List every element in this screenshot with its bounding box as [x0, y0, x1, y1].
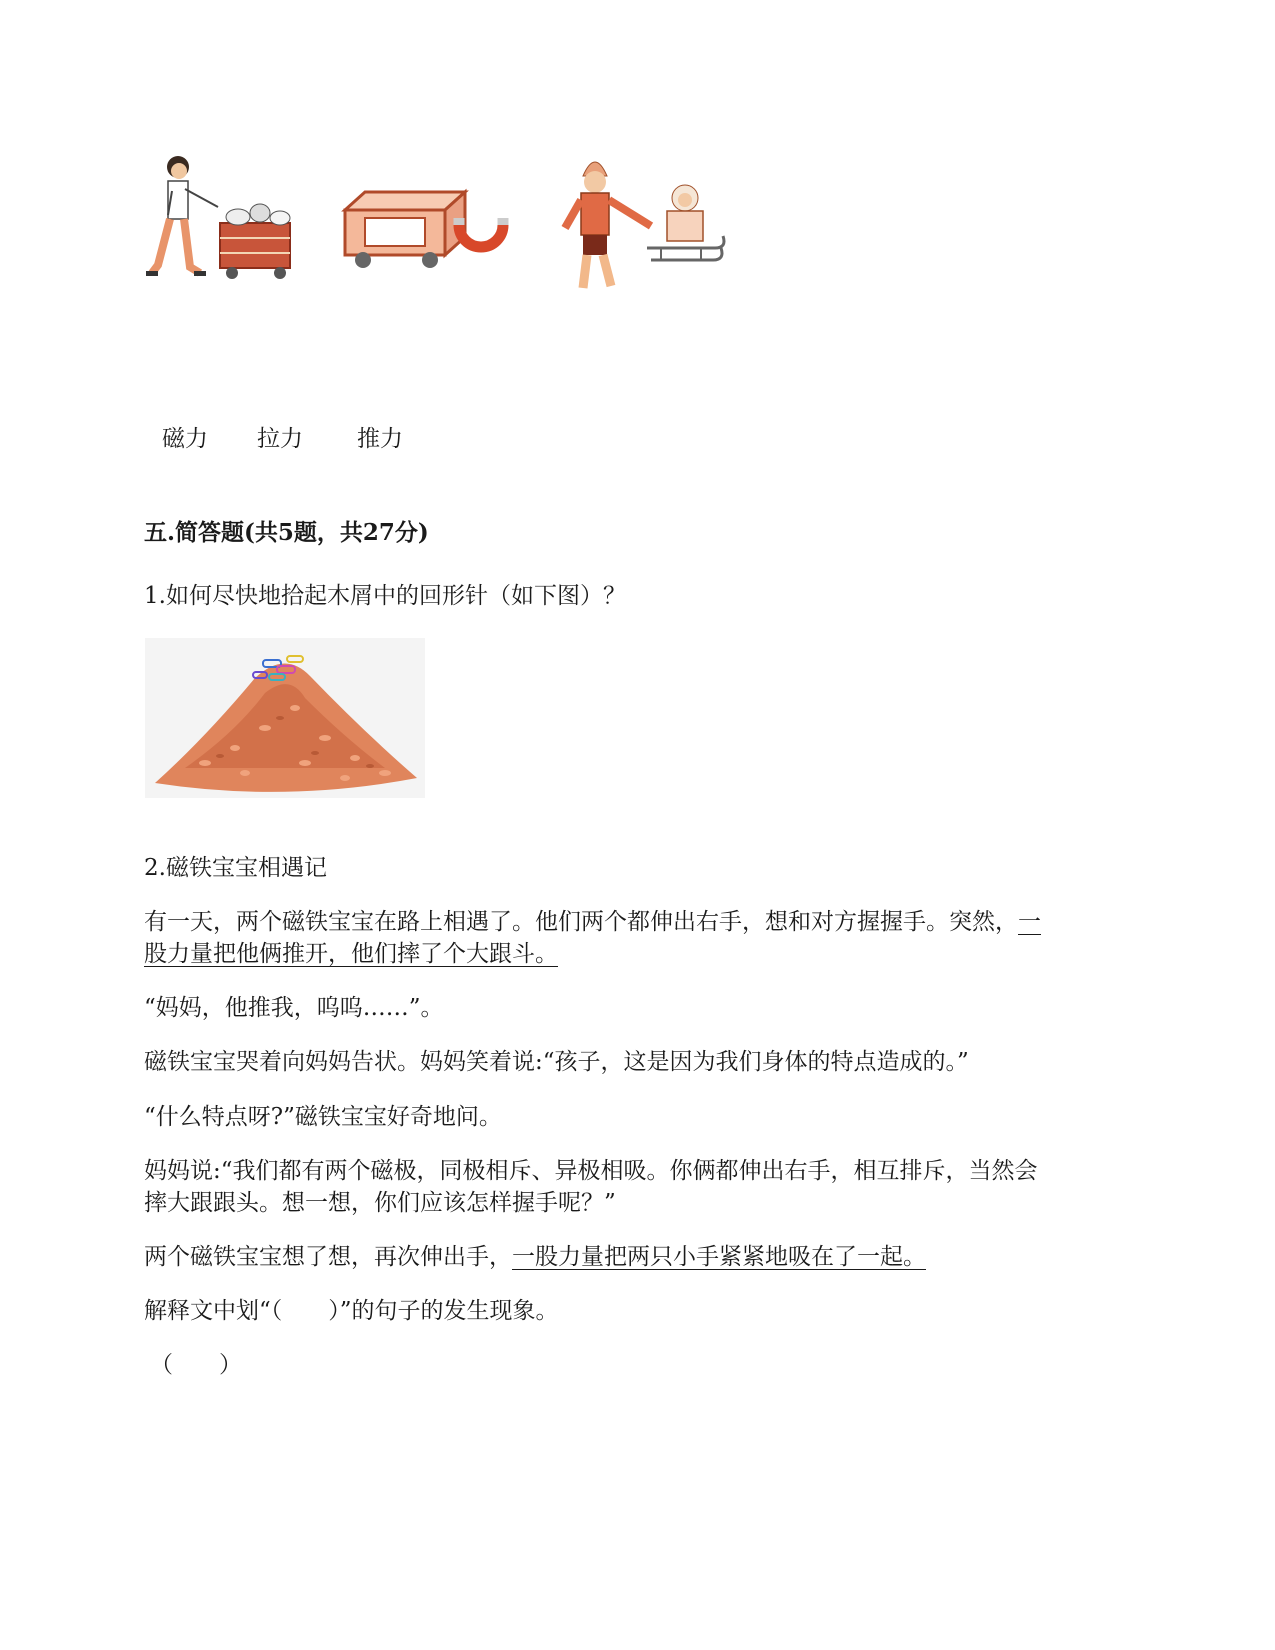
story-paragraph-1-line-2: [144, 938, 558, 970]
story-paragraph-6: [144, 1241, 926, 1273]
story-paragraph-3: 磁铁宝宝哭着向妈妈告状。妈妈笑着说:“孩子，这是因为我们身体的特点造成的。”: [144, 1049, 969, 1075]
illustration-children-sled: [555, 148, 730, 293]
story-p1-text: 有一天，两个磁铁宝宝在路上相遇了。他们两个都伸出右手，想和对方握握手。突然，: [144, 909, 1018, 935]
answer-blank[interactable]: （ ）: [150, 1352, 242, 1378]
story-p1-underlined-sentence: 股力量把他俩推开，他们摔了个大跟斗。: [144, 941, 558, 967]
question-1-text: 1.如何尽快地拾起木屑中的回形针（如下图）？: [144, 583, 626, 609]
story-p6-underlined-sentence: 一股力量把两只小手紧紧地吸在了一起。: [512, 1244, 926, 1270]
story-p6-text: 两个磁铁宝宝想了想，再次伸出手，: [144, 1244, 512, 1270]
illustration-boy-pushing-cart: [140, 145, 310, 290]
illustration-magnet-cart: [335, 180, 515, 275]
story-p1-underlined-start: 一: [1018, 909, 1041, 935]
story-paragraph-5-line-1: 妈妈说:“我们都有两个磁极，同极相斥、异极相吸。你俩都伸出右手，相互排斥，当然会: [144, 1158, 1038, 1184]
option-pulling-force: 拉力: [257, 426, 303, 452]
story-paragraph-1-line-1: [144, 906, 1041, 938]
option-pushing-force: 推力: [357, 426, 403, 452]
section-heading: 五.简答题(共5题，共27分): [144, 519, 429, 546]
story-paragraph-2: “妈妈，他推我，呜呜……”。: [144, 995, 444, 1021]
image-wood-chips-paperclips: [145, 638, 425, 798]
story-paragraph-4: “什么特点呀?”磁铁宝宝好奇地问。: [144, 1104, 502, 1130]
option-magnetic-force: 磁力: [162, 426, 208, 452]
question-2-title: 2.磁铁宝宝相遇记: [144, 855, 327, 881]
question-2-instruction: 解释文中划“（ ）”的句子的发生现象。: [144, 1298, 559, 1324]
story-paragraph-5-line-2: 摔大跟跟头。想一想，你们应该怎样握手呢？”: [144, 1190, 616, 1216]
